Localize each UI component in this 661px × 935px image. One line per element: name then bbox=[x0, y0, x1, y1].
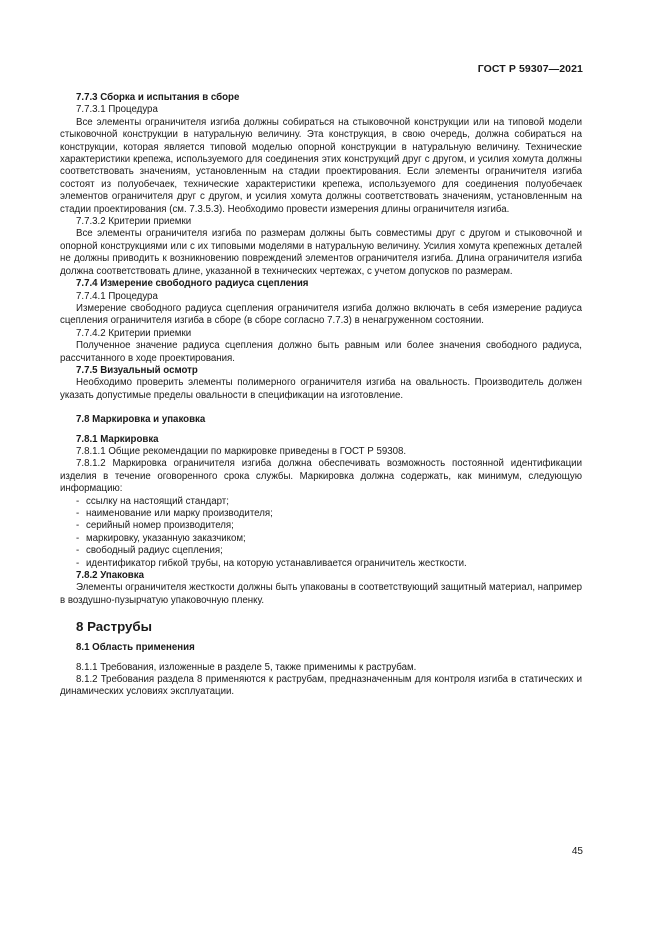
document-body bbox=[60, 92, 582, 699]
spacer bbox=[60, 402, 582, 414]
paragraph: 7.8.1.2 Маркировка ограничителя изгиба должна обеспечивать возможность постоянной идентификации изделия в течение оговоренного срока службы. Маркировка должна содержать, как минимум, следующую информацию: bbox=[60, 458, 582, 495]
list-item bbox=[60, 520, 582, 532]
clause-line: 7.7.3.1 Процедура bbox=[76, 104, 158, 116]
list-item bbox=[60, 545, 582, 557]
list-item-text: маркировку, указанную заказчиком; bbox=[86, 532, 246, 544]
chapter-heading: 8 Раструбы bbox=[76, 619, 152, 635]
page-number: 45 bbox=[571, 846, 583, 857]
list-dash: - bbox=[76, 495, 80, 507]
clause-line: 7.8.1.1 Общие рекомендации по маркировке приведены в ГОСТ Р 59308. bbox=[76, 445, 407, 457]
spacer bbox=[60, 635, 582, 642]
list-dash: - bbox=[76, 520, 80, 532]
clause-line: 7.7.3.2 Критерии приемки bbox=[76, 216, 192, 228]
clause-line: 7.7.4.1 Процедура bbox=[76, 290, 158, 302]
paragraph: Элементы ограничителя жесткости должны быть упакованы в соответствующий защитный материал, например в воздушно-пузырчатую упаковочную пленку. bbox=[60, 582, 582, 606]
list-dash: - bbox=[76, 557, 80, 569]
paragraph: Измерение свободного радиуса сцепления ограничителя изгиба должно включать в себя измерение радиуса сцепления ограничителя изгиба в сборе (в сборе согласно 7.7.3) в ненагруженном состоянии. bbox=[60, 302, 582, 327]
list-item-text: ссылку на настоящий стандарт; bbox=[86, 495, 229, 507]
section-heading: 7.7.3 Сборка и испытания в сборе bbox=[76, 92, 240, 103]
spacer bbox=[60, 427, 582, 434]
clause-line: 7.7.4.2 Критерии приемки bbox=[76, 327, 192, 339]
standard-header: ГОСТ Р 59307—2021 bbox=[477, 63, 583, 75]
paragraph: 8.1.2 Требования раздела 8 применяются к раструбам, предназначенным для контроля изгиба в статических и динамических условиях эксплуатации. bbox=[60, 674, 582, 698]
list-item bbox=[60, 558, 582, 570]
list-item bbox=[60, 496, 582, 508]
list-item-text: идентификатор гибкой трубы, на которую устанавливается ограничитель жесткости. bbox=[86, 557, 467, 569]
paragraph: Полученное значение радиуса сцепления должно быть равным или более значения свободного радиуса, рассчитанного в ходе проектирования. bbox=[60, 340, 582, 364]
list-item bbox=[60, 533, 582, 545]
section-heading: 7.7.5 Визуальный осмотр bbox=[76, 364, 198, 376]
list-item-text: серийный номер производителя; bbox=[86, 520, 234, 532]
list-dash: - bbox=[76, 532, 80, 544]
list-dash: - bbox=[76, 545, 80, 557]
section-heading: 7.7.4 Измерение свободного радиуса сцепления bbox=[76, 278, 309, 290]
section-heading: 8.1 Область применения bbox=[76, 642, 195, 654]
list-item-text: наименование или марку производителя; bbox=[86, 508, 273, 519]
list-dash: - bbox=[76, 508, 80, 519]
list-item bbox=[60, 508, 582, 520]
paragraph: Все элементы ограничителя изгиба должны собираться на стыковочной конструкции или на типовой модели стыковочной конструкции в натуральную величину. Эта конструкция, в свою очередь, должна собираться на конструкции, которая является типовой моделью опорной конструкции в натуральную величину. Технические характеристики крепежа, используемого для соединения этих конструкций друг с другом, и усилия хомута должны соответствовать значениям, установленным на стадии проектирования. Если элементы ограничителя изгиба состоят из полуобечаек, технические характеристики крепежа, используемого для соединения полуобечаек элементов ограничителя друг с другом, и усилия хомута должны соответствовать значениям, установленным на стадии проектирования (см. 7.3.5.3). Необходимо провести измерения длины ограничителя изгиба. bbox=[60, 116, 582, 215]
list-item-text: свободный радиус сцепления; bbox=[86, 545, 223, 557]
spacer bbox=[60, 607, 582, 619]
section-heading: 7.8 Маркировка и упаковка bbox=[76, 414, 206, 426]
clause-line: 8.1.1 Требования, изложенные в разделе 5, также применимы к раструбам. bbox=[76, 661, 417, 673]
paragraph: Все элементы ограничителя изгиба по размерам должны быть совместимы друг с другом и стыковочной и опорной конструкциями или с их типовыми моделями в натуральную величину. Усилия хомута крепежных деталей не должны приводить к возникновению повреждений элементов ограничителя изгиба. Длина ограничителя изгиба должна соответствовать длине, указанной в технических чертежах, с учетом допусков по размерам. bbox=[60, 228, 582, 277]
spacer bbox=[60, 655, 582, 662]
section-heading: 7.8.1 Маркировка bbox=[76, 433, 159, 445]
paragraph: Необходимо проверить элементы полимерного ограничителя изгиба на овальность. Производитель должен указать допустимые пределы овальности в спецификации на изготовление. bbox=[60, 377, 582, 401]
section-heading: 7.8.2 Упаковка bbox=[76, 570, 144, 582]
